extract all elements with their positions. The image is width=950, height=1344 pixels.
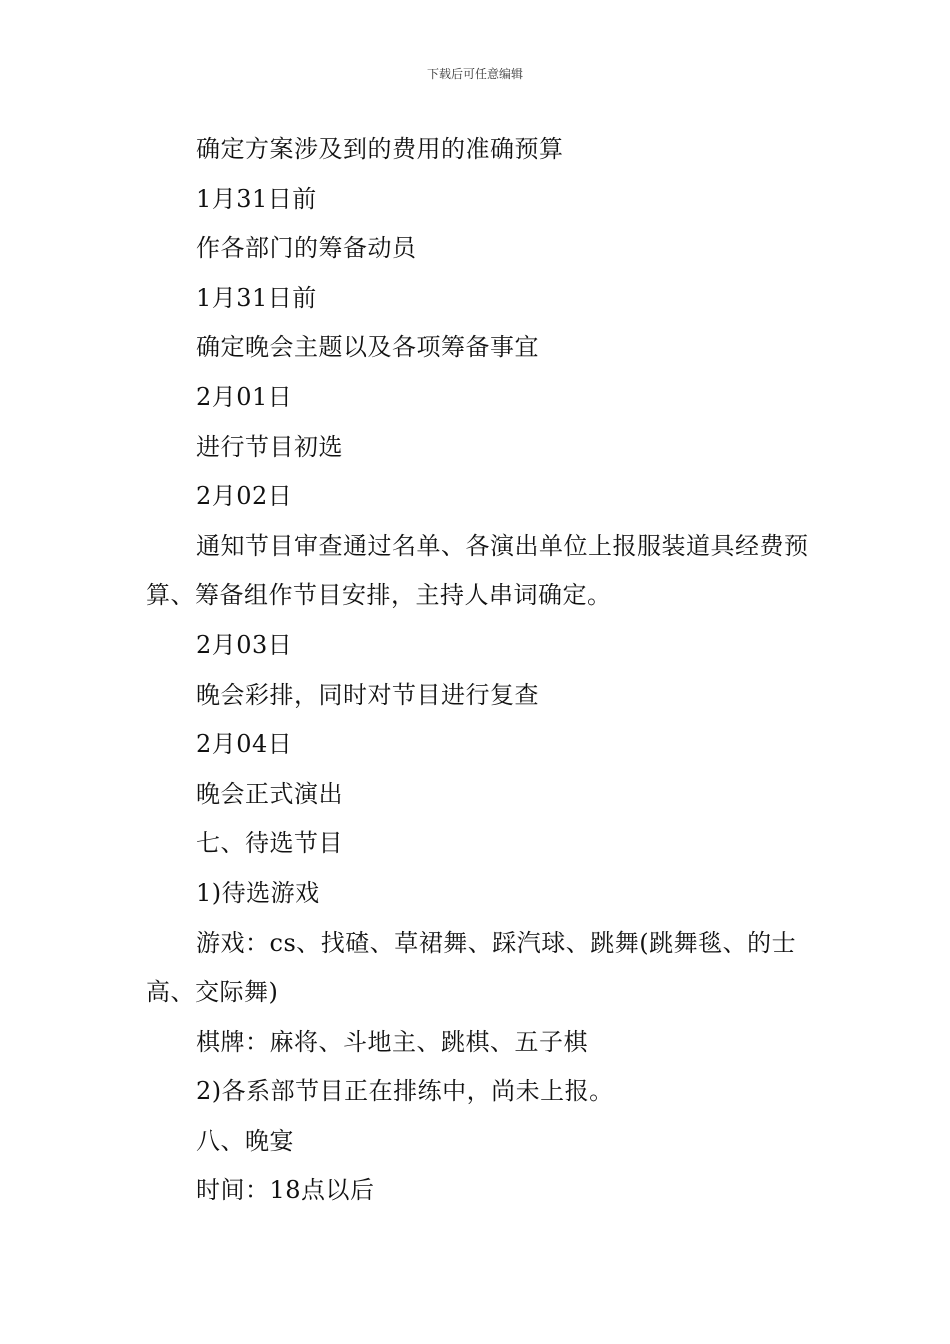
line-date-jan31-a: 1月31日前	[196, 184, 317, 213]
line-mobilization: 作各部门的筹备动员	[196, 234, 417, 263]
line-department-programs: 2)各系部节目正在排练中，尚未上报。	[196, 1077, 614, 1106]
line-time: 时间：18点以后	[196, 1176, 375, 1205]
line-performance: 晚会正式演出	[196, 779, 343, 808]
header-note: 下载后可任意编辑	[426, 67, 523, 81]
document-body	[146, 125, 810, 1216]
section-heading-8: 八、晚宴	[196, 1126, 294, 1155]
line-date-jan31-b: 1月31日前	[196, 283, 317, 312]
line-board-games: 棋牌：麻将、斗地主、跳棋、五子棋	[196, 1027, 588, 1056]
line-rehearsal: 晚会彩排，同时对节目进行复查	[196, 680, 539, 709]
line-date-feb02: 2月02日	[196, 482, 293, 511]
line-date-feb03: 2月03日	[196, 630, 293, 659]
line-games: 游戏：cs、找碴、草裙舞、踩汽球、跳舞(跳舞毯、的士高、交际舞)	[146, 928, 797, 1007]
line-preselection: 进行节目初选	[196, 432, 343, 461]
section-heading-7: 七、待选节目	[196, 829, 343, 858]
line-date-feb04: 2月04日	[196, 730, 293, 759]
line-games-heading: 1)待选游戏	[196, 878, 320, 907]
line-theme: 确定晚会主题以及各项筹备事宜	[196, 333, 539, 362]
line-budget: 确定方案涉及到的费用的准确预算	[196, 135, 564, 163]
line-notification: 通知节目审查通过名单、各演出单位上报服装道具经费预算、筹备组作节目安排，主持人串词确定。	[146, 531, 809, 610]
line-date-feb01: 2月01日	[196, 382, 293, 411]
